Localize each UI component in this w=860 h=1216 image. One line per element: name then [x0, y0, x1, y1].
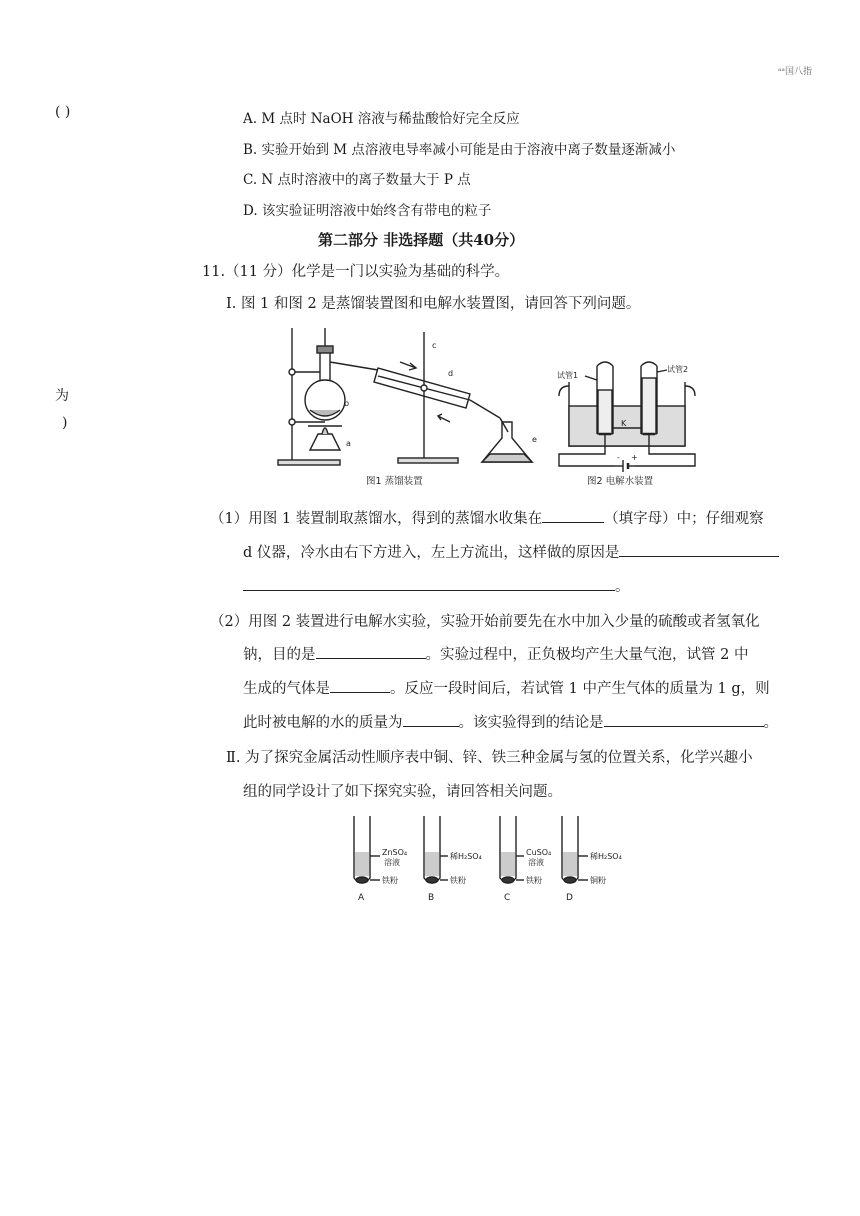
- tube-a: [354, 816, 380, 883]
- figure-2-electrolysis: [555, 356, 705, 490]
- q11-part1: Ⅰ. 图 1 和图 2 是蒸馏装置图和电解水装置图，请回答下列问题。: [226, 296, 641, 312]
- sub1-line3: 。: [243, 575, 630, 596]
- corner-mark: ᵃᵃ国八指: [778, 67, 812, 77]
- sub1-line2: d 仪器，冷水由右下方进入，左上方流出，这样做的原因是: [243, 541, 779, 562]
- answer-blank-4[interactable]: [316, 644, 426, 659]
- tube-a-metal: 铁粉: [382, 876, 398, 885]
- margin-paren-close: ): [62, 415, 68, 431]
- tube-b: [424, 816, 448, 883]
- label-positive: +: [631, 453, 638, 462]
- label-a: a: [346, 439, 351, 448]
- tube-b-solution: 稀H₂SO₄: [450, 852, 482, 861]
- part2-line2: 组的同学设计了如下探究实验，请回答相关问题。: [243, 784, 562, 800]
- label-tube2: 试管2: [667, 365, 689, 374]
- tube-a-letter: A: [358, 893, 365, 903]
- label-b: b: [344, 399, 350, 408]
- tube-a-solution-2: 溶液: [384, 858, 400, 867]
- sub2-line4: 此时被电解的水的质量为 。该实验得到的结论是 。: [243, 711, 778, 732]
- tube-b-letter: B: [428, 893, 435, 903]
- sub2-line1: （2）用图 2 装置进行电解水实验，实验开始前要先在水中加入少量的硫酸或者氢氧化: [210, 614, 760, 630]
- answer-blank-7[interactable]: [604, 712, 764, 727]
- tube-c: [500, 816, 524, 883]
- figure-1-caption: 图1 蒸馏装置: [366, 476, 423, 487]
- answer-blank-1[interactable]: [542, 508, 604, 523]
- tube-a-solution: ZnSO₄: [382, 848, 408, 857]
- label-c: c: [432, 341, 437, 350]
- label-negative: -: [617, 453, 620, 462]
- sub2-line3: 生成的气体是 。反应一段时间后，若试管 1 中产生气体的质量为 1 g，则: [243, 677, 770, 698]
- tube-d-solution: 稀H₂SO₄: [590, 852, 622, 861]
- label-e: e: [532, 435, 537, 444]
- label-tube1: 试管1: [557, 371, 579, 380]
- tube-b-metal: 铁粉: [450, 876, 466, 885]
- q11-intro: 11.（11 分）化学是一门以实验为基础的科学。: [202, 264, 510, 280]
- section-title: 第二部分 非选择题（共40分）: [318, 231, 525, 249]
- sub2-line2: 钠，目的是 。实验过程中，正负极均产生大量气泡，试管 2 中: [243, 643, 748, 664]
- answer-blank-5[interactable]: [330, 678, 390, 693]
- tube-c-solution-2: 溶液: [528, 858, 544, 867]
- label-k: K: [621, 419, 627, 428]
- figure-2-caption: 图2 电解水装置: [587, 476, 654, 487]
- margin-char: 为: [55, 388, 69, 404]
- label-d: d: [448, 369, 454, 378]
- part2-line1: Ⅱ. 为了探究金属活动性顺序表中铜、锌、铁三种金属与氢的位置关系，化学兴趣小: [226, 750, 753, 766]
- tube-c-metal: 铁粉: [526, 876, 542, 885]
- sub1-line1: （1）用图 1 装置制取蒸馏水，得到的蒸馏水收集在 （填字母）中；仔细观察: [210, 507, 764, 528]
- answer-paren: ( ): [55, 104, 71, 120]
- figure-1-distillation: [270, 322, 540, 490]
- test-tubes-figure: [340, 812, 640, 904]
- tube-d-letter: D: [566, 893, 573, 903]
- answer-blank-6[interactable]: [403, 712, 459, 727]
- answer-blank-2[interactable]: [619, 542, 779, 557]
- tube-c-solution: CuSO₄: [526, 848, 552, 857]
- tube-c-letter: C: [504, 893, 511, 903]
- tube-d: [562, 816, 588, 883]
- tube-d-metal: 铜粉: [590, 876, 606, 885]
- option-d: D. 该实验证明溶液中始终含有带电的粒子: [243, 203, 492, 219]
- answer-blank-3[interactable]: [243, 576, 615, 591]
- option-a: A. M 点时 NaOH 溶液与稀盐酸恰好完全反应: [243, 111, 520, 127]
- option-c: C. N 点时溶液中的离子数量大于 P 点: [243, 172, 471, 188]
- option-b: B. 实验开始到 M 点溶液电导率减小可能是由于溶液中离子数量逐渐减小: [243, 142, 676, 158]
